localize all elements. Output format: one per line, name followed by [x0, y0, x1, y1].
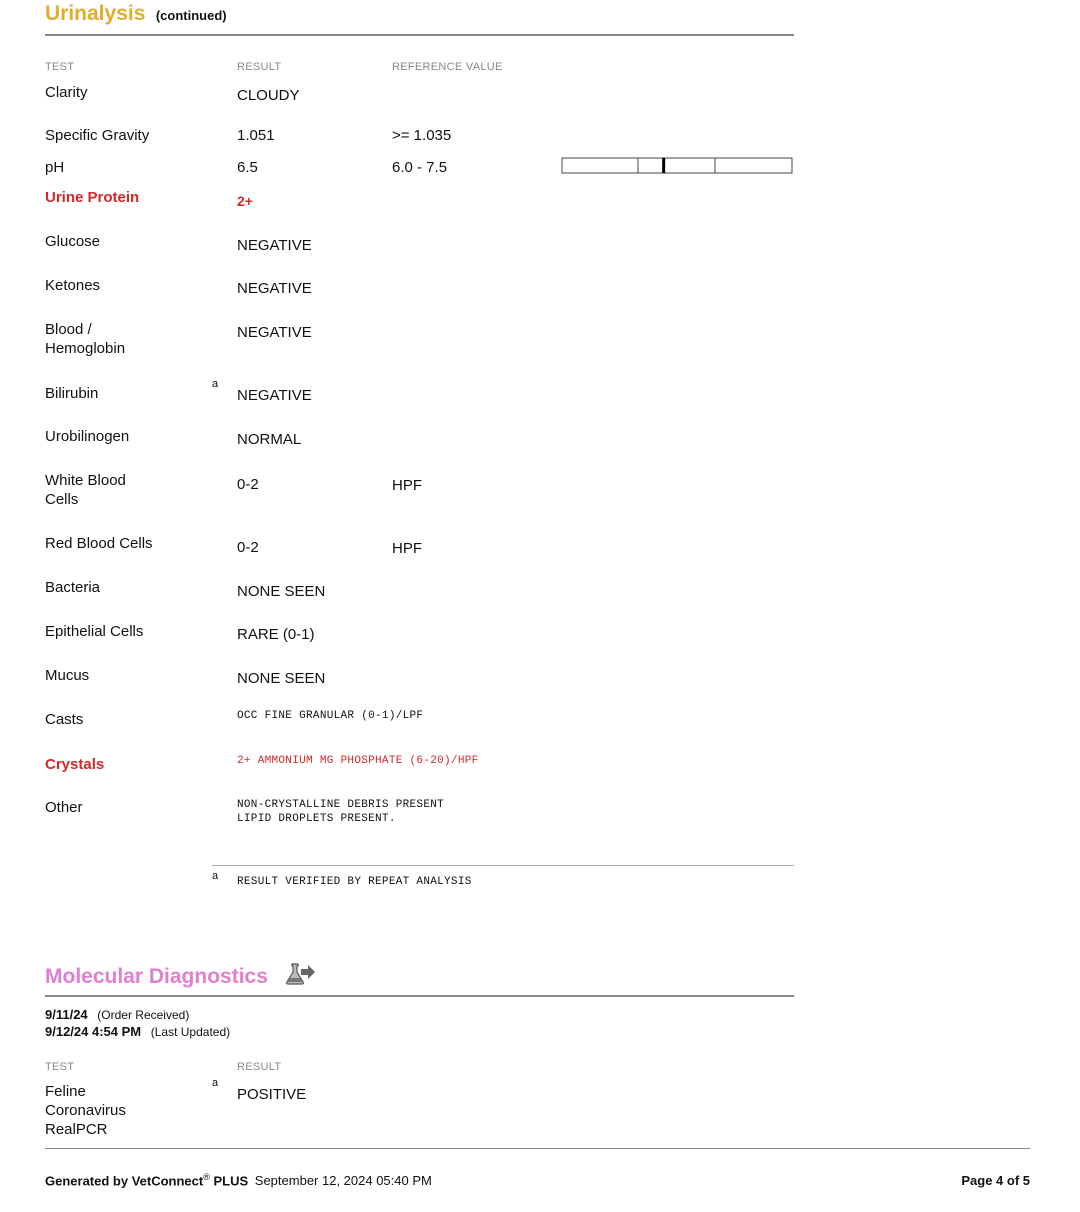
footer-rule — [45, 1148, 1030, 1149]
col-header-test: TEST — [45, 61, 75, 73]
col-header-result: RESULT — [237, 61, 282, 73]
test-name: Specific Gravity — [45, 127, 150, 144]
order-label: (Order Received) — [97, 1008, 190, 1022]
col-header-reference: REFERENCE VALUE — [392, 61, 503, 73]
test-name: Ketones — [45, 277, 101, 294]
test-name: Mucus — [45, 667, 90, 684]
test-name: White Blood Cells — [45, 472, 126, 508]
test-result: 6.5 — [237, 159, 258, 176]
order-date: 9/11/24 — [45, 1007, 88, 1022]
molecular-section-title — [45, 962, 316, 991]
footnote-mark: a — [212, 870, 219, 882]
test-result: 2+ — [237, 193, 253, 209]
test-name: Blood / Hemoglobin — [45, 321, 126, 357]
test-result: 1.051 — [237, 127, 275, 144]
test-name: Glucose — [45, 233, 101, 250]
test-name: Feline Coronavirus RealPCR — [45, 1083, 126, 1138]
generated-timestamp: September 12, 2024 05:40 PM — [254, 1173, 432, 1189]
test-name: Bacteria — [45, 579, 101, 596]
registered-mark: ® — [203, 1172, 210, 1182]
test-name: Bilirubin — [45, 385, 99, 402]
urinalysis-title: Urinalysis — [45, 2, 146, 25]
test-result: NEGATIVE — [237, 280, 312, 297]
mol-col-header-result: RESULT — [237, 1061, 282, 1073]
footnote-text: RESULT VERIFIED BY REPEAT ANALYSIS — [237, 876, 472, 888]
test-name: Urobilinogen — [45, 428, 130, 445]
ph-range-gauge — [561, 157, 794, 175]
footnote-rule — [212, 865, 794, 866]
urinalysis-section-title — [45, 2, 227, 26]
molecular-title: Molecular Diagnostics — [45, 964, 268, 988]
test-result: POSITIVE — [237, 1086, 307, 1103]
generated-prefix: Generated by VetConnect — [45, 1173, 204, 1189]
footnote-flag: a — [212, 378, 219, 390]
test-result: NONE SEEN — [237, 670, 326, 687]
test-result: NORMAL — [237, 431, 302, 448]
test-result: NON-CRYSTALLINE DEBRIS PRESENT LIPID DROPLETS PRESENT. — [237, 799, 445, 825]
test-reference: >= 1.035 — [392, 127, 452, 144]
order-received — [45, 1007, 189, 1022]
flask-export-icon[interactable] — [286, 962, 316, 991]
test-result: NEGATIVE — [237, 324, 312, 341]
test-name: pH — [45, 159, 65, 176]
updated-date: 9/12/24 4:54 PM — [45, 1024, 142, 1039]
test-result: NONE SEEN — [237, 583, 326, 600]
test-name: Clarity — [45, 84, 88, 101]
test-reference: HPF — [392, 540, 422, 557]
test-result: CLOUDY — [237, 87, 300, 104]
test-result: 0-2 — [237, 476, 259, 493]
test-result: 0-2 — [237, 539, 259, 556]
test-name: Red Blood Cells — [45, 535, 153, 552]
test-result: NEGATIVE — [237, 237, 312, 254]
gauge-frame — [562, 158, 792, 173]
continued-label: (continued) — [155, 8, 227, 23]
test-name: Epithelial Cells — [45, 623, 144, 640]
test-name: Casts — [45, 711, 84, 728]
test-result: RARE (0-1) — [237, 626, 315, 643]
test-result: 2+ AMMONIUM MG PHOSPHATE (6-20)/HPF — [237, 755, 479, 767]
plus-label: PLUS — [213, 1173, 249, 1189]
molecular-title-rule — [45, 995, 794, 997]
mol-col-header-test: TEST — [45, 1061, 75, 1073]
test-name: Other — [45, 799, 83, 816]
test-result: OCC FINE GRANULAR (0-1)/LPF — [237, 710, 424, 722]
test-result: NEGATIVE — [237, 387, 312, 404]
test-reference: 6.0 - 7.5 — [392, 159, 448, 176]
page-number: Page 4 of 5 — [961, 1173, 1030, 1188]
updated-label: (Last Updated) — [150, 1025, 231, 1039]
generated-by — [45, 1172, 432, 1188]
test-name: Urine Protein — [45, 189, 140, 206]
test-name: Crystals — [45, 756, 105, 773]
last-updated — [45, 1024, 230, 1039]
urinalysis-title-rule — [45, 34, 794, 36]
test-reference: HPF — [392, 477, 422, 494]
footnote-flag: a — [212, 1077, 219, 1089]
